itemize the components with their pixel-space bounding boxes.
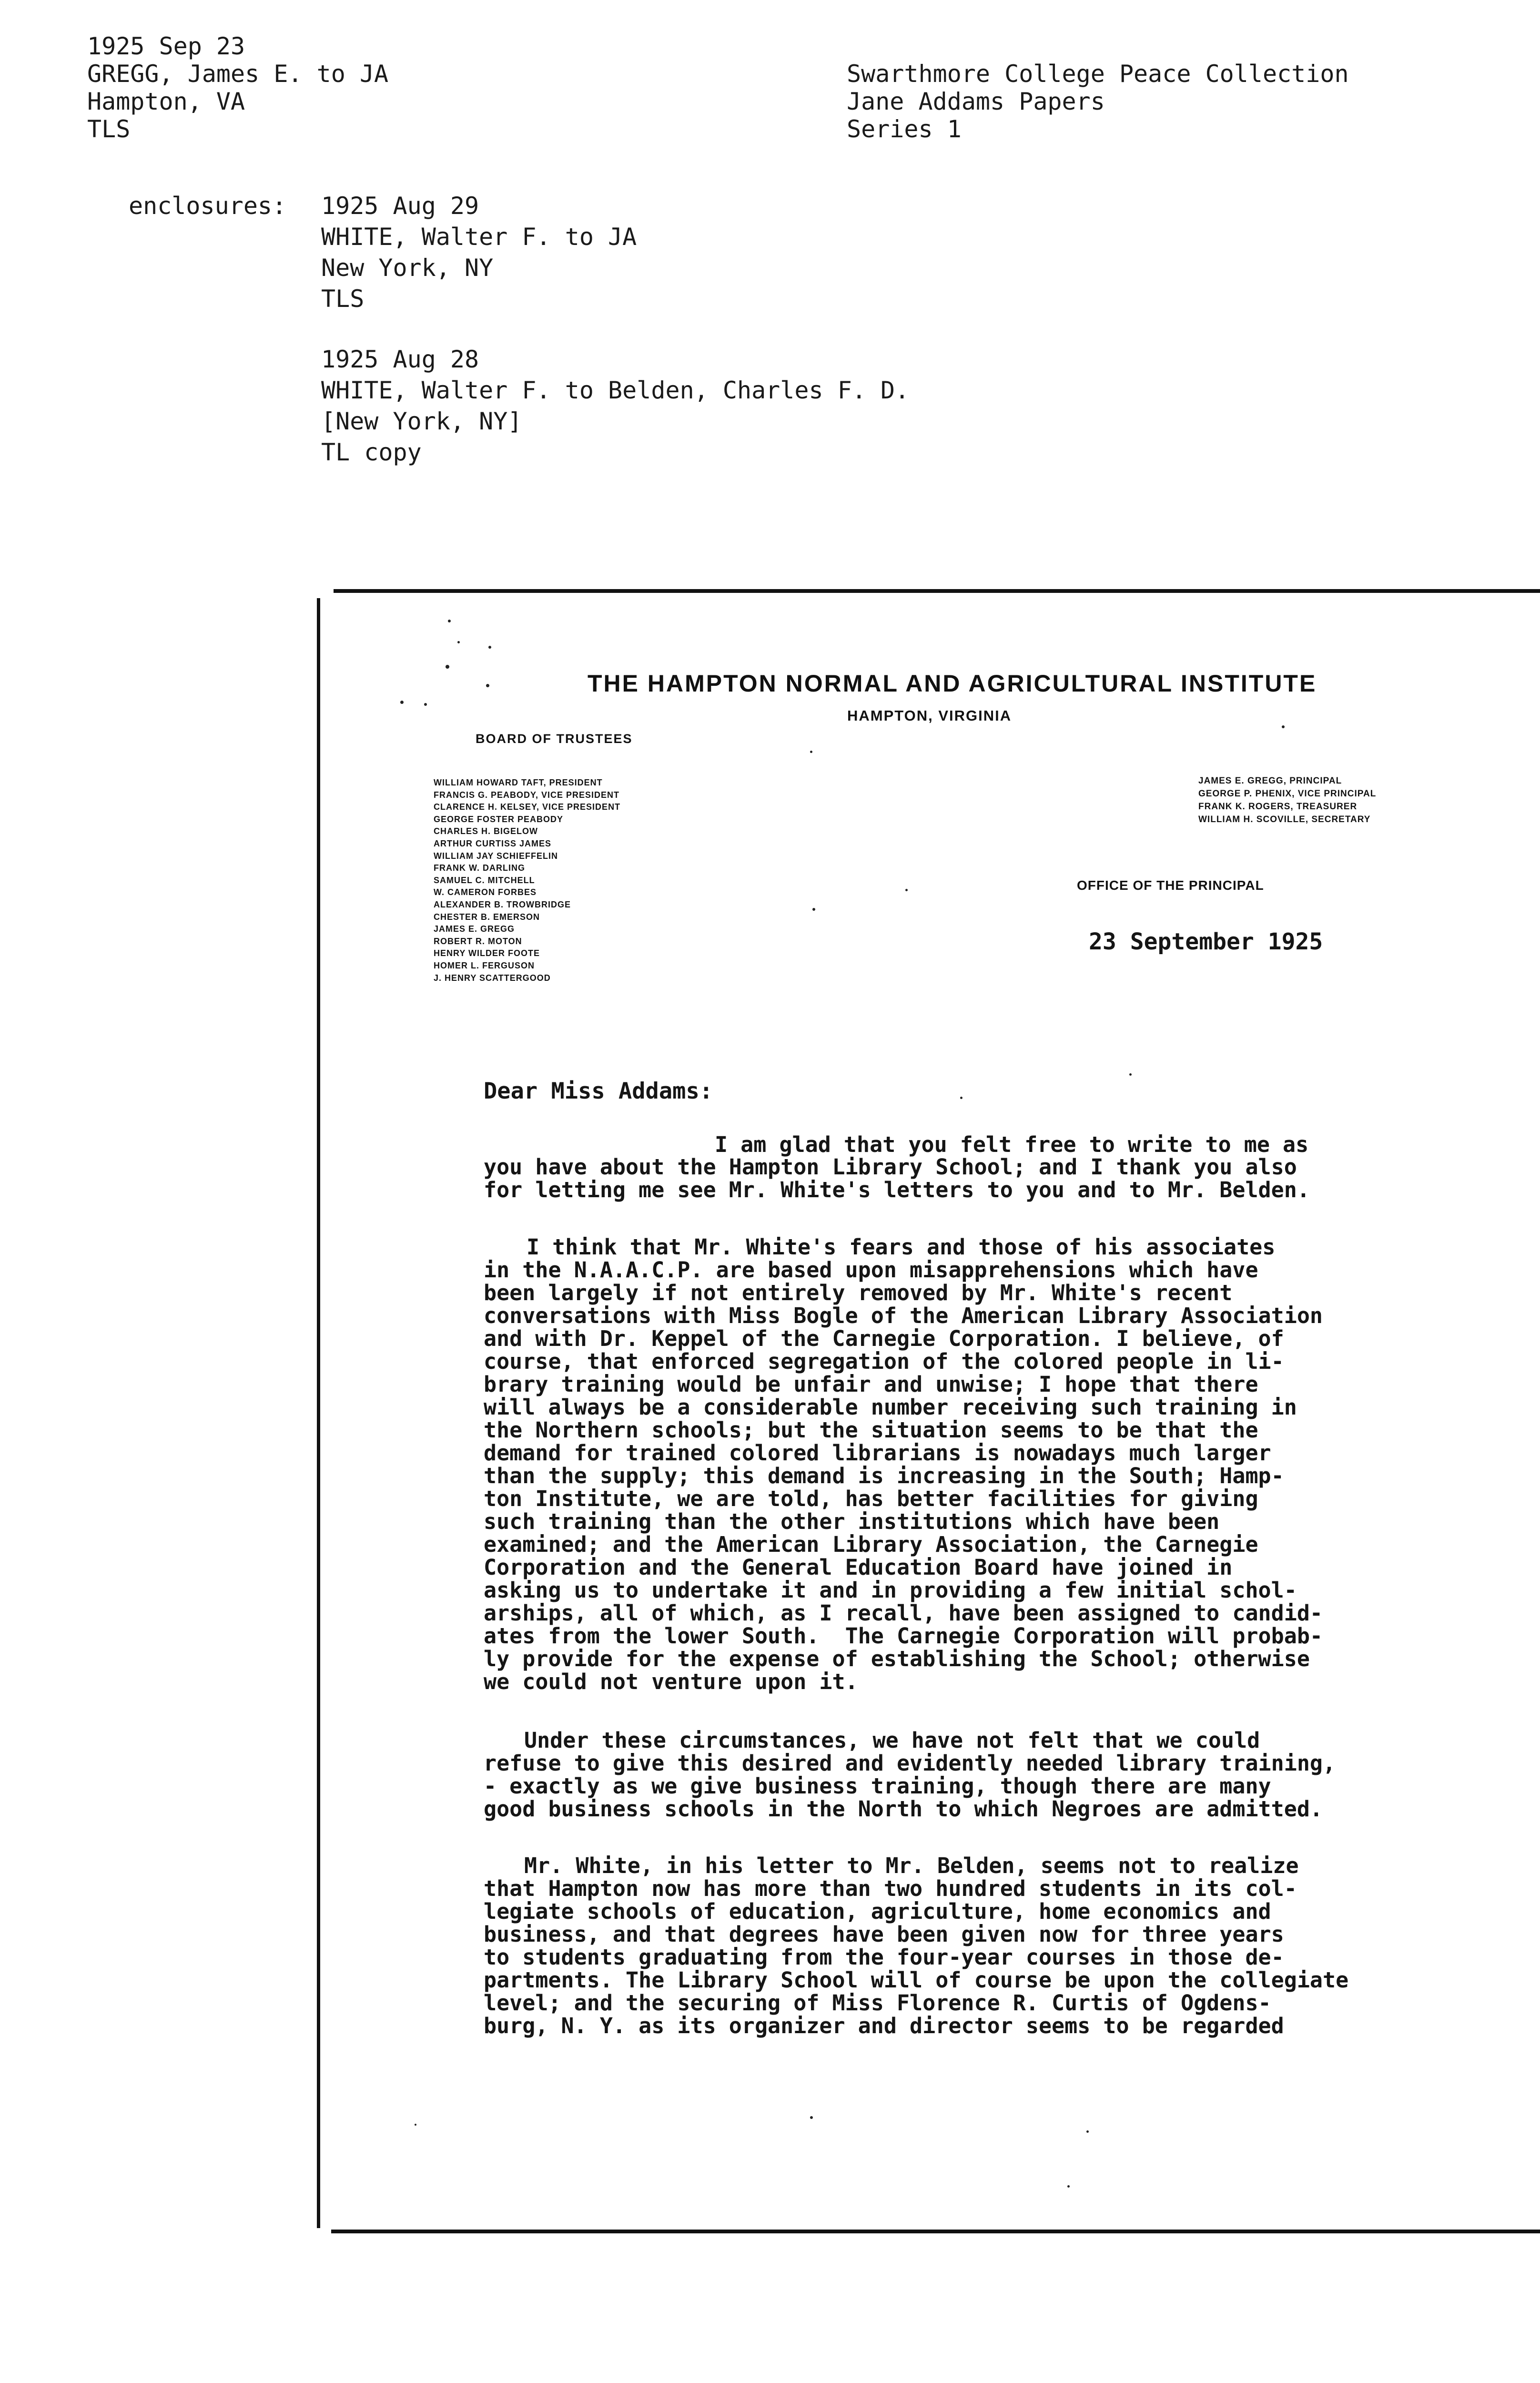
- collection-series: Series 1: [847, 115, 962, 143]
- scan-speck: [1129, 1073, 1132, 1076]
- letter-body-line: Under these circumstances, we have not felt that we could: [524, 1728, 1260, 1753]
- scan-speck: [1282, 725, 1285, 728]
- letter-body-line: I think that Mr. White's fears and those of his associates: [527, 1234, 1276, 1260]
- letter-body-line: asking us to undertake it and in providing a few initial schol-: [484, 1578, 1297, 1603]
- salutation: Dear Miss Addams:: [484, 1078, 713, 1104]
- scan-speck: [457, 641, 460, 643]
- scan-speck: [810, 751, 812, 753]
- trustee-name: ARTHUR CURTISS JAMES: [434, 839, 552, 848]
- institution-location: HAMPTON, VIRGINIA: [847, 707, 1012, 724]
- enclosure-1-correspondents: WHITE, Walter F. to JA: [321, 223, 637, 251]
- enclosure-2-type: TL copy: [321, 438, 422, 466]
- letter-sheet-top-edge: [334, 589, 1540, 593]
- letter-body-line: for letting me see Mr. White's letters to you and to Mr. Belden.: [484, 1177, 1310, 1202]
- letter-body-line: in the N.A.A.C.P. are based upon misapprehensions which have: [484, 1257, 1258, 1283]
- officer-name: WILLIAM H. SCOVILLE, SECRETARY: [1198, 815, 1371, 825]
- citation-place: Hampton, VA: [87, 88, 245, 115]
- letter-body-line: burg, N. Y. as its organizer and director seems to be regarded: [484, 2013, 1284, 2038]
- scan-speck: [905, 889, 908, 891]
- citation-date: 1925 Sep 23: [87, 32, 245, 60]
- letter-body-line: examined; and the American Library Association, the Carnegie: [484, 1532, 1258, 1557]
- trustee-name: CLARENCE H. KELSEY, VICE PRESIDENT: [434, 802, 621, 812]
- letter-body-line: and with Dr. Keppel of the Carnegie Corporation. I believe, of: [484, 1326, 1284, 1351]
- citation-correspondents: GREGG, James E. to JA: [87, 60, 389, 88]
- enclosure-1-date: 1925 Aug 29: [321, 192, 479, 220]
- letter-date: 23 September 1925: [1089, 928, 1323, 955]
- officer-name: FRANK K. ROGERS, TREASURER: [1198, 802, 1358, 812]
- letter-body-line: Mr. White, in his letter to Mr. Belden, seems not to realize: [524, 1853, 1299, 1878]
- enclosure-1-type: TLS: [321, 285, 365, 313]
- letter-body-line: business, and that degrees have been given now for three years: [484, 1922, 1284, 1947]
- scan-speck: [1086, 2130, 1089, 2133]
- enclosures-label: enclosures:: [129, 192, 287, 220]
- enclosure-1-place: New York, NY: [321, 254, 494, 282]
- trustee-name: CHESTER B. EMERSON: [434, 912, 540, 922]
- officer-name: JAMES E. GREGG, PRINCIPAL: [1198, 776, 1342, 786]
- office-of-principal: OFFICE OF THE PRINCIPAL: [1077, 878, 1264, 893]
- letter-body-line: ton Institute, we are told, has better facilities for giving: [484, 1486, 1258, 1511]
- board-of-trustees-heading: BOARD OF TRUSTEES: [476, 732, 633, 746]
- citation-type: TLS: [87, 115, 131, 143]
- scan-speck: [1067, 2185, 1070, 2188]
- letter-body-line: than the supply; this demand is increasing in the South; Hamp-: [484, 1463, 1284, 1488]
- enclosure-2-place: [New York, NY]: [321, 407, 522, 435]
- trustee-name: WILLIAM JAY SCHIEFFELIN: [434, 851, 558, 861]
- scan-speck: [810, 2116, 813, 2119]
- letter-body-line: will always be a considerable number receiving such training in: [484, 1395, 1297, 1420]
- collection-papers: Jane Addams Papers: [847, 88, 1105, 115]
- enclosure-2-date: 1925 Aug 28: [321, 346, 479, 373]
- letter-body-line: ly provide for the expense of establishing the School; otherwise: [484, 1646, 1310, 1671]
- institution-name: THE HAMPTON NORMAL AND AGRICULTURAL INSTITUTE: [588, 670, 1317, 697]
- scan-speck: [415, 2124, 416, 2126]
- letter-body-line: you have about the Hampton Library School; and I thank you also: [484, 1154, 1297, 1180]
- scan-speck: [446, 665, 449, 669]
- trustee-name: HENRY WILDER FOOTE: [434, 948, 540, 958]
- letter-body-line: good business schools in the North to which Negroes are admitted.: [484, 1796, 1323, 1822]
- trustee-name: HOMER L. FERGUSON: [434, 961, 535, 970]
- letter-body-line: Corporation and the General Education Board have joined in: [484, 1555, 1233, 1580]
- letter-body-line: the Northern schools; but the situation seems to be that the: [484, 1417, 1258, 1443]
- letter-sheet-left-edge: [317, 598, 320, 2228]
- scan-speck: [486, 684, 489, 687]
- enclosure-2-correspondents: WHITE, Walter F. to Belden, Charles F. D.: [321, 377, 910, 404]
- letter-body-line: conversations with Miss Bogle of the American Library Association: [484, 1303, 1323, 1328]
- trustee-name: ROBERT R. MOTON: [434, 936, 522, 946]
- letter-body-line: brary training would be unfair and unwise; I hope that there: [484, 1372, 1258, 1397]
- scan-speck: [488, 646, 491, 649]
- trustee-name: CHARLES H. BIGELOW: [434, 826, 538, 836]
- letter-sheet-bottom-edge: [331, 2230, 1540, 2233]
- scan-speck: [400, 701, 404, 704]
- letter-body-line: such training than the other institutions which have been: [484, 1509, 1220, 1534]
- scan-speck: [448, 620, 451, 622]
- letter-body-line: we could not venture upon it.: [484, 1669, 858, 1694]
- trustee-name: W. CAMERON FORBES: [434, 887, 537, 897]
- trustee-name: WILLIAM HOWARD TAFT, PRESIDENT: [434, 778, 603, 787]
- letter-body-line: arships, all of which, as I recall, have been assigned to candid-: [484, 1600, 1323, 1626]
- letter-body-line: ates from the lower South. The Carnegie Corporation will probab-: [484, 1623, 1323, 1649]
- letter-body-line: course, that enforced segregation of the colored people in li-: [484, 1349, 1284, 1374]
- officer-name: GEORGE P. PHENIX, VICE PRINCIPAL: [1198, 789, 1377, 799]
- scan-speck: [812, 908, 815, 911]
- letter-body-line: demand for trained colored librarians is nowadays much larger: [484, 1440, 1271, 1466]
- trustee-name: SAMUEL C. MITCHELL: [434, 875, 535, 885]
- letter-body-line: - exactly as we give business training, though there are many: [484, 1773, 1271, 1799]
- letter-body-line: to students graduating from the four-year courses in those de-: [484, 1945, 1284, 1970]
- collection-name: Swarthmore College Peace Collection: [847, 60, 1349, 88]
- trustee-name: FRANK W. DARLING: [434, 863, 525, 873]
- trustee-name: FRANCIS G. PEABODY, VICE PRESIDENT: [434, 790, 620, 800]
- trustee-name: J. HENRY SCATTERGOOD: [434, 973, 551, 983]
- letter-body-line: legiate schools of education, agriculture, home economics and: [484, 1899, 1271, 1924]
- letter-body-line: been largely if not entirely removed by Mr. White's recent: [484, 1280, 1233, 1305]
- trustee-name: JAMES E. GREGG: [434, 924, 515, 934]
- trustee-name: ALEXANDER B. TROWBRIDGE: [434, 900, 571, 909]
- letter-body-line: partments. The Library School will of course be upon the collegiate: [484, 1967, 1349, 1993]
- letter-body-line: level; and the securing of Miss Florence R. Curtis of Ogdens-: [484, 1990, 1271, 2016]
- scan-speck: [424, 703, 427, 706]
- scan-speck: [960, 1097, 962, 1099]
- letter-body-line: that Hampton now has more than two hundred students in its col-: [484, 1876, 1297, 1901]
- letter-body-line: refuse to give this desired and evidently needed library training,: [484, 1751, 1336, 1776]
- trustee-name: GEORGE FOSTER PEABODY: [434, 814, 564, 824]
- letter-body-line: I am glad that you felt free to write to me as: [715, 1132, 1309, 1157]
